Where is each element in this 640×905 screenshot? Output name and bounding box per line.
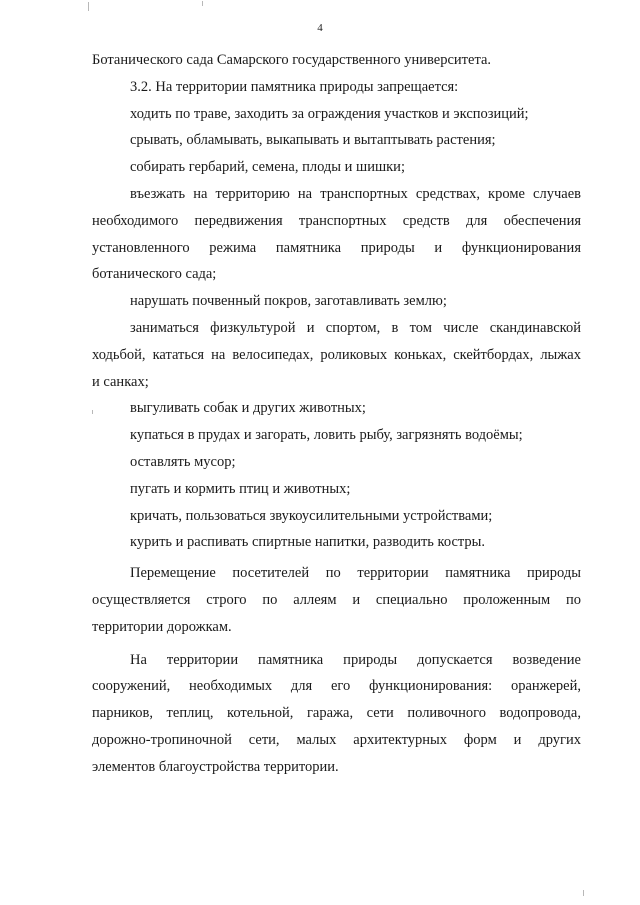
paragraph-line: сооружений, необходимых для его функционирования: оранжерей, xyxy=(92,678,581,695)
list-item: купаться в прудах и загорать, ловить рыбу, загрязнять водоёмы; xyxy=(130,427,523,444)
list-item: собирать гербарий, семена, плоды и шишки; xyxy=(130,159,405,176)
paragraph-line: осуществляется строго по аллеям и специально проложенным по xyxy=(92,591,581,608)
paragraph-line: На территории памятника природы допускается возведение xyxy=(130,651,581,668)
text-line: установленного режима памятника природы и функционирования xyxy=(92,239,581,256)
page-number: 4 xyxy=(317,22,323,34)
scan-speck-bottom xyxy=(583,890,584,896)
list-item: срывать, обламывать, выкапывать и вытаптывать растения; xyxy=(130,132,496,149)
list-item: ходить по траве, заходить за ограждения участков и экспозиций; xyxy=(130,105,529,122)
document-body xyxy=(92,47,581,781)
text-line: ходьбой, кататься на велосипедах, роликовых коньках, скейтбордах, лыжах xyxy=(92,346,581,363)
section-heading: 3.2. На территории памятника природы запрещается: xyxy=(130,78,459,95)
list-item: оставлять мусор; xyxy=(130,453,236,470)
list-item: выгуливать собак и других животных; xyxy=(130,400,366,417)
text-line: ботанического сада; xyxy=(92,266,217,283)
list-item: курить и распивать спиртные напитки, разводить костры. xyxy=(130,534,486,551)
list-item: заниматься физкультурой и спортом, в том числе скандинавской xyxy=(130,319,581,336)
list-item: въезжать на территорию на транспортных средствах, кроме случаев xyxy=(130,185,581,202)
paragraph-line: парников, теплиц, котельной, гаража, сети поливочного водопровода, xyxy=(92,705,581,722)
paragraph-line: Перемещение посетителей по территории памятника природы xyxy=(130,565,581,582)
scan-speck-top xyxy=(202,1,203,6)
paragraph-line: территории дорожкам. xyxy=(92,618,232,635)
scan-speck-left xyxy=(88,2,89,11)
paragraph-line: дорожно-тропиночной сети, малых архитектурных форм и других xyxy=(92,731,581,748)
text-line: необходимого передвижения транспортных средств для обеспечения xyxy=(92,212,581,229)
list-item: пугать и кормить птиц и животных; xyxy=(130,480,351,497)
list-item: кричать, пользоваться звукоусилительными устройствами; xyxy=(130,507,493,524)
text-line: Ботанического сада Самарского государственного университета. xyxy=(92,52,492,68)
list-item: нарушать почвенный покров, заготавливать землю; xyxy=(130,293,447,310)
text-line: и санках; xyxy=(92,373,149,390)
paragraph-line: элементов благоустройства территории. xyxy=(92,758,339,775)
